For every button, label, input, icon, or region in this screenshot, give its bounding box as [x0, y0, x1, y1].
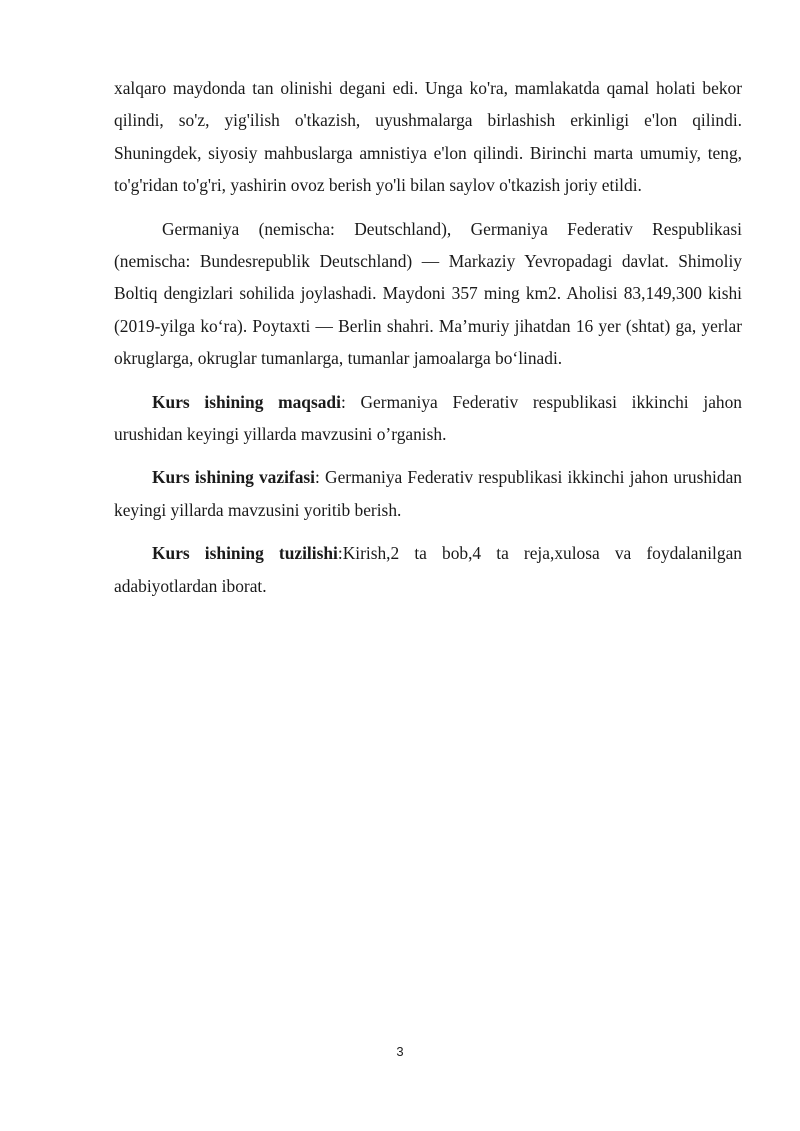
- structure-paragraph: [114, 537, 742, 602]
- task-paragraph: [114, 461, 742, 526]
- intro-paragraph: xalqaro maydonda tan olinishi degani edi. Unga ko'ra, mamlakatda qamal holati bekor qilindi, so'z, yig'ilish o'tkazish, uyushmalarga birlashish erkinligi e'lon qilindi. Shuningdek, siyosiy mahbuslarga amnistiya e'lon qilindi. Birinchi marta umumiy, teng, to'g'ridan to'g'ri, yashirin ovoz berish yo'li bilan saylov o'tkazish joriy etildi.: [114, 78, 742, 196]
- structure-text: :Kirish,2 ta bob,4 ta reja,xulosa va foydalanilgan adabiyotlardan iborat.: [114, 543, 742, 596]
- goal-label: Kurs ishining maqsadi: [152, 391, 341, 412]
- goal-text: : Germaniya Federativ respublikasi ikkinchi jahon urushidan keyingi yillarda mavzusini o’rganish.: [114, 391, 742, 445]
- goal-paragraph: [114, 386, 742, 451]
- page-number: 3: [396, 1044, 404, 1059]
- germany-paragraph: Germaniya (nemischa: Deutschland), Germaniya Federativ Respublikasi (nemischa: Bundesrepublik Deutschland) — Markaziy Yevropadagi davlat. Shimoliy Boltiq dengizlari sohilida joylashadi. Maydoni 357 ming km2. Aholisi 83,149,300 kishi (2019-yilga ko‘ra). Poytaxti — Berlin shahri. Ma’muriy jihatdan 16 yer (shtat) ga, yerlar okruglarga, okruglar tumanlarga, tumanlar jamoalarga bo‘linadi.: [114, 218, 742, 369]
- task-text: : Germaniya Federativ respublikasi ikkinchi jahon urushidan keyingi yillarda mavzusini yoritib berish.: [114, 467, 742, 520]
- task-label: Kurs ishining vazifasi: [152, 467, 316, 488]
- structure-label: Kurs ishining tuzilishi: [152, 543, 338, 564]
- document-page: [114, 72, 742, 602]
